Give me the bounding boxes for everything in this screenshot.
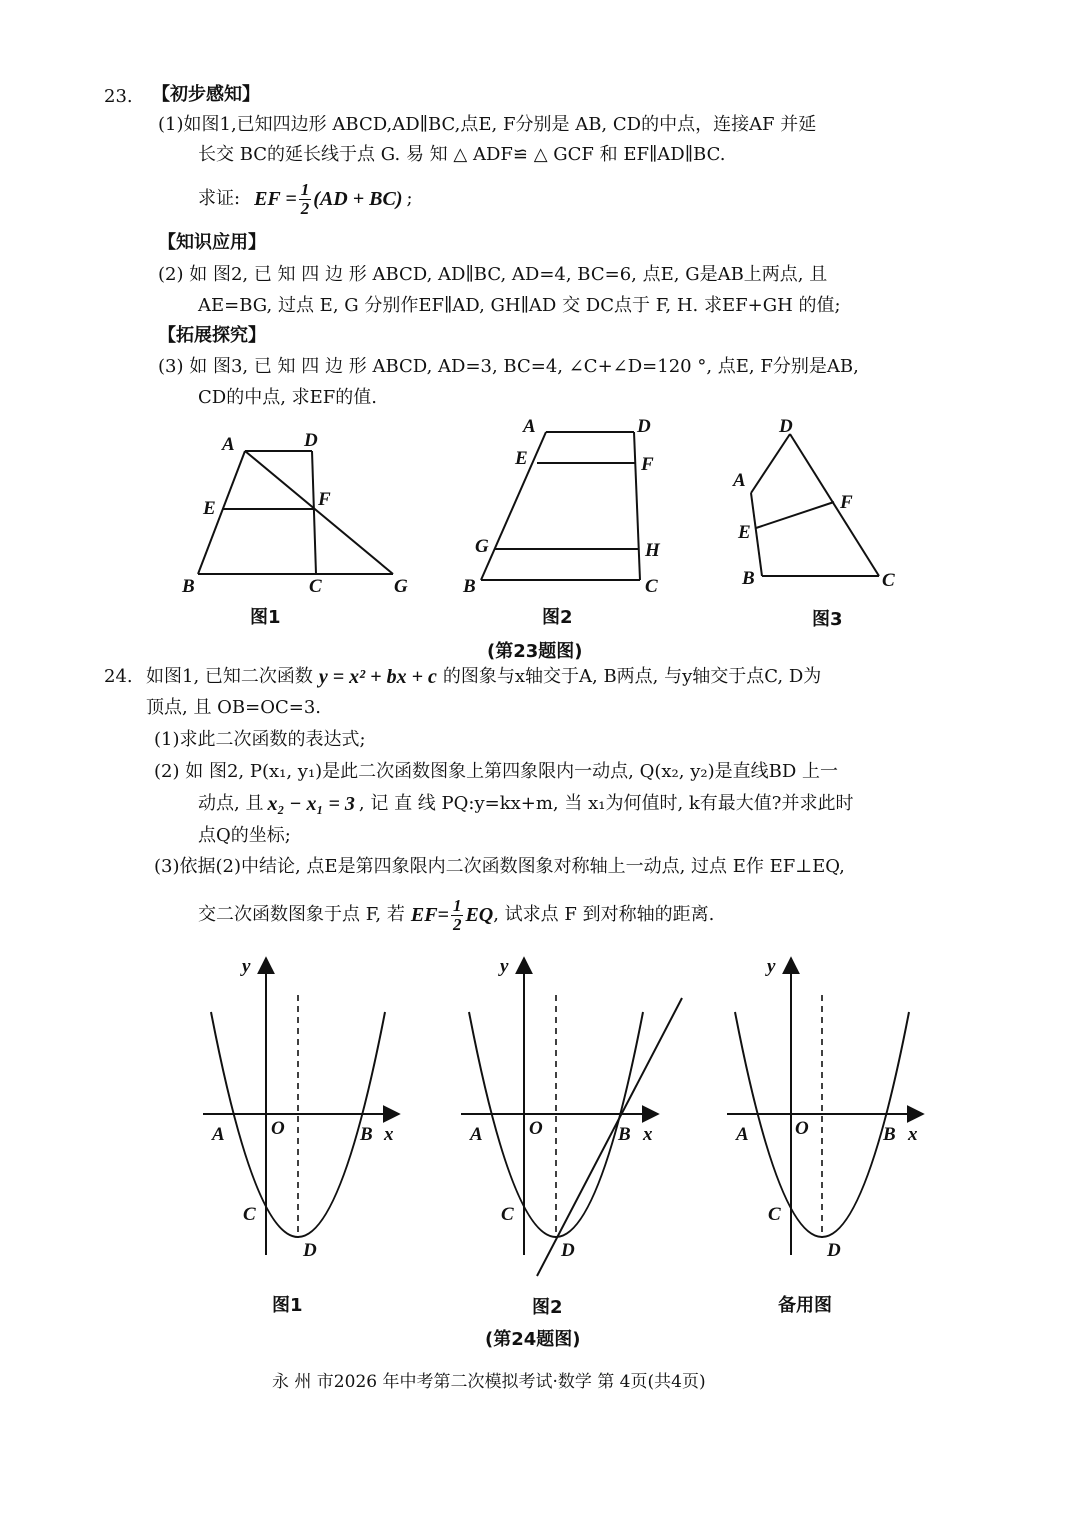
fig24-3-label-y: y — [767, 956, 776, 977]
fig24-group-caption: (第24题图) — [485, 1329, 581, 1350]
q23-part2-line1: (2) 如 图2, 已 知 四 边 形 ABCD, AD∥BC, AD=4, BC=6, 点E, G是AB上两点, 且 — [158, 264, 828, 285]
fig23-3-label-E: E — [738, 522, 751, 543]
q23-section-apply: 【知识应用】 — [158, 232, 266, 253]
q23-prove-rhs: (AD + BC) — [313, 188, 403, 210]
fig23-2-label-A: A — [523, 416, 536, 437]
q23-section-intro: 【初步感知】 — [152, 84, 260, 105]
q24-part1: (1)求此二次函数的表达式; — [154, 729, 366, 750]
fig23-1-label-F: F — [318, 489, 331, 510]
fig24-1-label-O: O — [271, 1118, 285, 1139]
fig24-2-label-O: O — [529, 1118, 543, 1139]
fig24-1-label-y: y — [242, 956, 251, 977]
fig23-2-label-C: C — [645, 576, 658, 597]
q23-prove-lhs: EF = — [254, 188, 297, 210]
fig23-1-label-B: B — [182, 576, 195, 597]
fig23-1-label-D: D — [304, 430, 318, 451]
fig24-1-label-A: A — [212, 1124, 225, 1145]
q23-number: 23. — [104, 86, 133, 107]
fig23-3-label-A: A — [733, 470, 746, 491]
fig24-2-label-x: x — [643, 1124, 653, 1145]
q23-part2-line2: AE=BG, 过点 E, G 分别作EF∥AD, GH∥AD 交 DC点于 F, H. 求EF+GH 的值; — [198, 295, 841, 316]
q23-prove-denominator: 2 — [300, 198, 310, 218]
fig24-2-caption: 图2 — [532, 1297, 563, 1318]
q24-part3-numerator: 1 — [452, 895, 462, 915]
fig23-1-label-G: G — [394, 576, 408, 597]
fig24-1-label-B: B — [360, 1124, 373, 1145]
fig24-2-label-A: A — [470, 1124, 483, 1145]
q24-part2-formula: x₂ − x₁ = 3 — [267, 793, 355, 815]
fig23-1-caption: 图1 — [250, 607, 281, 628]
q24-intro-post: 的图象与x轴交于A, B两点, 与y轴交于点C, D为 — [442, 666, 822, 687]
fig24-1-label-x: x — [384, 1124, 394, 1145]
q24-part3-line2-post: , 试求点 F 到对称轴的距离. — [493, 904, 715, 925]
fig24-2-label-C: C — [501, 1204, 514, 1225]
fig23-1-label-A: A — [222, 434, 235, 455]
fig24-3-label-C: C — [768, 1204, 781, 1225]
fig23-2-label-E: E — [515, 448, 528, 469]
fig24-3-label-x: x — [908, 1124, 918, 1145]
fig23-2-label-H: H — [645, 540, 660, 561]
q23-prove-end: ; — [406, 188, 413, 209]
fig24-2-graph — [461, 956, 682, 1276]
q23-part3-line2: CD的中点, 求EF的值. — [198, 387, 377, 408]
fig23-1-label-E: E — [203, 498, 216, 519]
page-footer: 永 州 市2026 年中考第二次模拟考试·数学 第 4页(共4页) — [272, 1372, 706, 1392]
fig24-2-label-D: D — [561, 1240, 575, 1261]
fig23-1-label-C: C — [309, 576, 322, 597]
q24-part3-line1: (3)依据(2)中结论, 点E是第四象限内二次函数图象对称轴上一动点, 过点 E作 EF⊥EQ, — [154, 856, 845, 877]
fig24-3-label-B: B — [883, 1124, 896, 1145]
fig23-3-label-D: D — [779, 416, 793, 437]
fig24-1-label-C: C — [243, 1204, 256, 1225]
fig23-2-label-B: B — [463, 576, 476, 597]
fig24-1-graph — [203, 956, 399, 1261]
q24-part3-line2-pre: 交二次函数图象于点 F, 若 — [198, 904, 405, 925]
q24-part2-line1: (2) 如 图2, P(x₁, y₁)是此二次函数图象上第四象限内一动点, Q(x₂, y₂)是直线BD 上一 — [154, 761, 839, 782]
q24-part3-rhs: EQ — [465, 904, 494, 926]
fig24-1-caption: 图1 — [272, 1295, 303, 1316]
fig24-3-caption: 备用图 — [778, 1295, 832, 1316]
fig23-2-label-D: D — [637, 416, 651, 437]
fig23-3-label-B: B — [742, 568, 755, 589]
q23-part3-line1: (3) 如 图3, 已 知 四 边 形 ABCD, AD=3, BC=4, ∠C+∠D=120 °, 点E, F分别是AB, — [158, 356, 859, 377]
fig23-2-label-F: F — [641, 454, 654, 475]
q24-intro-pre: 如图1, 已知二次函数 — [146, 666, 313, 687]
q23-part1-line2: 长交 BC的延长线于点 G. 易 知 △ ADF≌ △ GCF 和 EF∥AD∥BC. — [198, 144, 726, 165]
q23-prove-label: 求证: — [198, 188, 241, 209]
q24-part2-line2-post: , 记 直 线 PQ:y=kx+m, 当 x₁为何值时, k有最大值?并求此时 — [358, 793, 854, 814]
fig24-3-graph — [727, 956, 923, 1261]
fig24-1-label-D: D — [303, 1240, 317, 1261]
q23-section-explore: 【拓展探究】 — [158, 325, 266, 346]
q24-intro-line2: 顶点, 且 OB=OC=3. — [146, 697, 322, 718]
q24-part2-line3: 点Q的坐标; — [198, 825, 291, 846]
fig24-3-label-O: O — [795, 1118, 809, 1139]
q24-number: 24. — [104, 666, 133, 687]
fig23-2-caption: 图2 — [542, 607, 573, 628]
fig23-3-label-F: F — [840, 492, 853, 513]
fig24-3-label-D: D — [827, 1240, 841, 1261]
fig23-2-label-G: G — [475, 536, 489, 557]
fig24-2-label-B: B — [618, 1124, 631, 1145]
fig24-3-label-A: A — [736, 1124, 749, 1145]
q24-intro-formula: y = x² + bx + c — [318, 666, 437, 688]
fig24-2-label-y: y — [500, 956, 509, 977]
q23-prove-numerator: 1 — [300, 179, 310, 199]
fig23-3-caption: 图3 — [812, 609, 843, 630]
q24-part3-denominator: 2 — [452, 914, 462, 934]
fig23-group-caption: (第23题图) — [487, 641, 583, 662]
q23-part1-line1: (1)如图1,已知四边形 ABCD,AD∥BC,点E, F分别是 AB, CD的中点，连接AF 并延 — [158, 114, 817, 135]
fig23-3-label-C: C — [882, 570, 895, 591]
q24-part2-line2-pre: 动点, 且 — [198, 793, 264, 814]
q24-part3-lhs: EF= — [410, 904, 449, 926]
